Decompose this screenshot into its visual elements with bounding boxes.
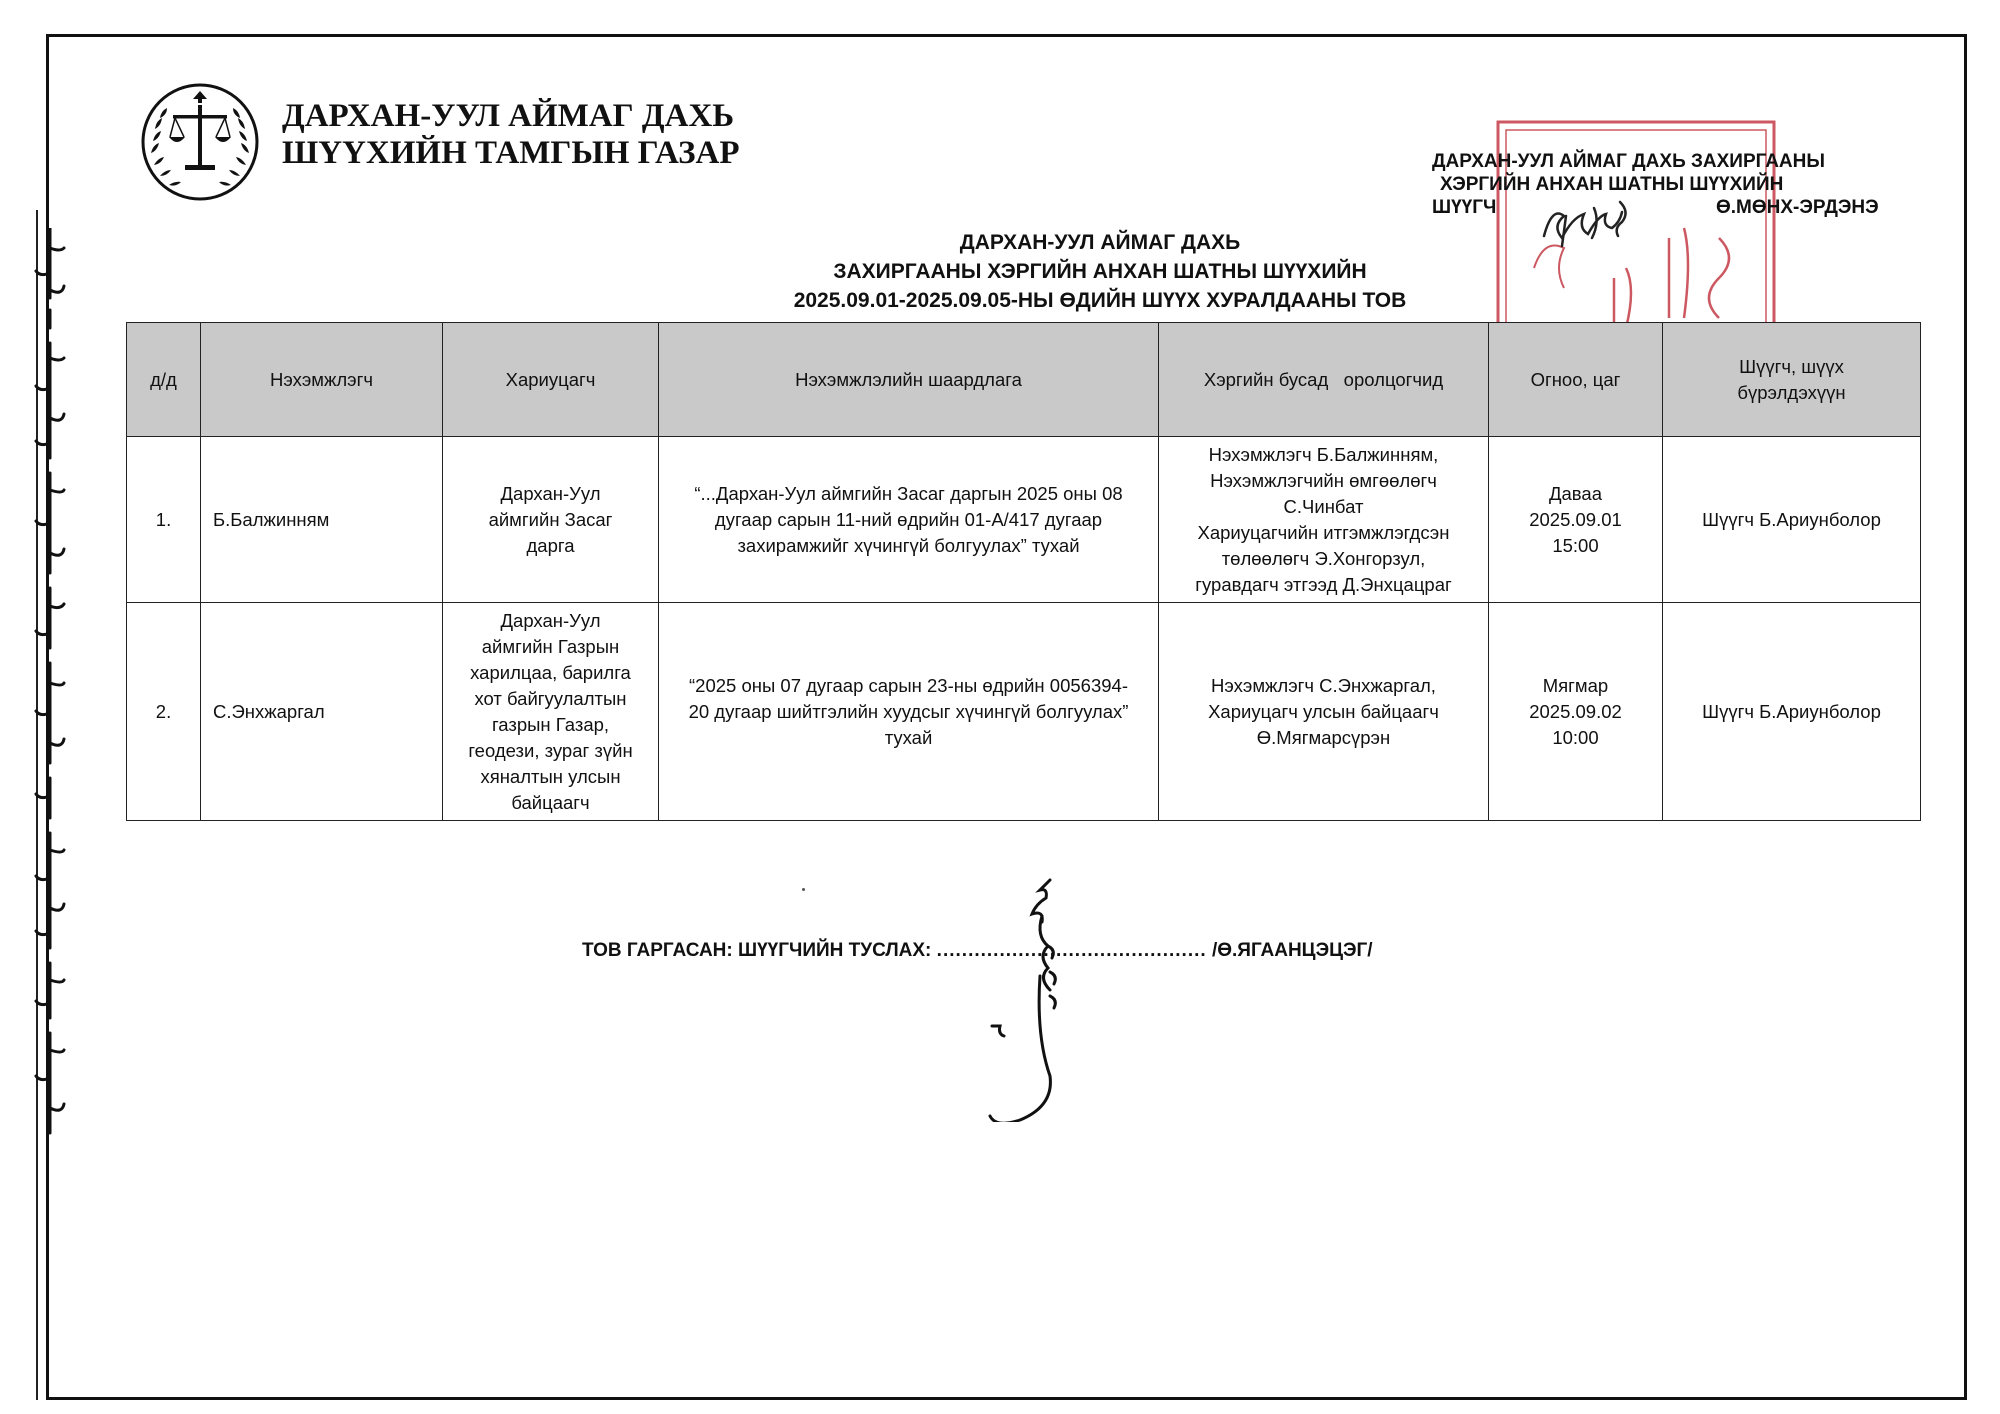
approval-block (1432, 150, 1902, 219)
table-row (127, 603, 1921, 821)
defendant-line: Дархан-Уул (500, 482, 601, 504)
participant-line: Нэхэмжлэгчийн өмгөөлөгч (1210, 469, 1437, 491)
cell-plaintiff: С.Энхжаргал (201, 603, 443, 821)
participant-line: Хариуцагчийн итгэмжлэгдсэн (1197, 521, 1450, 543)
hearing-day: Даваа (1548, 482, 1603, 504)
hearing-day: Мягмар (1542, 674, 1609, 696)
cell-claim (659, 437, 1159, 603)
defendant-line: хяналтын улсын (480, 765, 621, 787)
defendant-line: геодези, зураг зүйн (468, 739, 633, 761)
table-header-row (127, 323, 1921, 437)
cell-judge: Шүүгч Б.Ариунболор (1663, 603, 1921, 821)
approval-judge-label: ШҮҮГЧ (1432, 197, 1497, 218)
court-office-name (282, 98, 739, 172)
approval-line2: ХЭРГИЙН АНХАН ШАТНЫ ШҮҮХИЙН (1440, 174, 1784, 195)
cell-plaintiff: Б.Балжинням (201, 437, 443, 603)
defendant-line: Дархан-Уул (500, 609, 601, 631)
header-judge (1663, 323, 1921, 437)
defendant-line: аймгийн Газрын (481, 635, 620, 657)
court-emblem-logo (139, 81, 261, 203)
hearing-time: 15:00 (1552, 534, 1599, 556)
defendant-line: газрын Газар, (491, 713, 610, 735)
claim-line: “...Дархан-Уул аймгийн Засаг даргын 2025 оны 08 (694, 482, 1123, 504)
assistant-name: /Ө.ЯГААНЦЭЦЭГ/ (1211, 940, 1373, 961)
participant-line: Ө.Мягмарсүрэн (1256, 726, 1391, 748)
cell-datetime (1489, 437, 1663, 603)
participant-line: гуравдагч этгээд Д.Энхцацраг (1195, 573, 1452, 595)
scan-speck (802, 888, 805, 891)
vertical-mongolian-script (30, 228, 70, 1138)
cell-defendant (443, 437, 659, 603)
cell-claim (659, 603, 1159, 821)
claim-line: “2025 оны 07 дугаар сарын 23-ны өдрийн 0056394- (689, 674, 1128, 696)
cell-participants (1159, 437, 1489, 603)
participant-line: Хариуцагч улсын байцаагч (1208, 700, 1439, 722)
participant-line: С.Чинбат (1283, 495, 1364, 517)
prepared-label: ТОВ ГАРГАСАН: ШҮҮГЧИЙН ТУСЛАХ: (582, 940, 932, 961)
cell-no: 1. (127, 437, 201, 603)
header-judge-line1: Шүүгч, шүүх (1739, 355, 1844, 377)
org-name-line1: ДАРХАН-УУЛ АЙМАГ ДАХЬ (282, 98, 735, 134)
signature-dots: ........................................... (936, 940, 1207, 961)
cell-no: 2. (127, 603, 201, 821)
header-datetime: Огноо, цаг (1489, 323, 1663, 437)
claim-line: 20 дугаар шийтгэлийн хуудсыг хүчингүй болгуулах” (688, 700, 1129, 722)
claim-line: дугаар сарын 11-ний өдрийн 01-А/417 дугаар (714, 508, 1103, 530)
participant-line: Нэхэмжлэгч С.Энхжаргал, (1211, 674, 1436, 696)
header-judge-line2: бүрэлдэхүүн (1737, 381, 1846, 403)
cell-datetime (1489, 603, 1663, 821)
cell-judge: Шүүгч Б.Ариунболор (1663, 437, 1921, 603)
participant-line: төлөөлөгч Э.Хонгорзул, (1221, 547, 1426, 569)
header-plaintiff: Нэхэмжлэгч (201, 323, 443, 437)
defendant-line: байцаагч (511, 791, 590, 813)
hearing-date: 2025.09.02 (1529, 700, 1622, 722)
header-participants: Хэргийн бусад оролцогчид (1159, 323, 1489, 437)
title-line1: ДАРХАН-УУЛ АЙМАГ ДАХЬ (959, 231, 1241, 254)
defendant-line: харилцаа, барилга (470, 661, 631, 683)
claim-line: тухай (884, 726, 933, 748)
title-line2: ЗАХИРГААНЫ ХЭРГИЙН АНХАН ШАТНЫ ШҮҮХИЙН (833, 260, 1367, 283)
assistant-signature (970, 876, 1060, 1122)
approval-line1: ДАРХАН-УУЛ АЙМАГ ДАХЬ ЗАХИРГААНЫ (1432, 151, 1825, 172)
participant-line: Нэхэмжлэгч Б.Балжинням, (1208, 443, 1439, 465)
hearing-schedule-table (126, 322, 1921, 821)
schedule-title (600, 228, 1600, 315)
defendant-line: хот байгуулалтын (474, 687, 627, 709)
table-row (127, 437, 1921, 603)
header-claim: Нэхэмжлэлийн шаардлага (659, 323, 1159, 437)
header-defendant: Хариуцагч (443, 323, 659, 437)
defendant-line: аймгийн Засаг (488, 508, 613, 530)
claim-line: захирамжийг хүчингүй болгуулах” тухай (737, 534, 1080, 556)
approval-judge-name: Ө.МӨНХ-ЭРДЭНЭ (1716, 197, 1879, 218)
header-no: д/д (127, 323, 201, 437)
cell-participants (1159, 603, 1489, 821)
hearing-time: 10:00 (1552, 726, 1599, 748)
hearing-date: 2025.09.01 (1529, 508, 1622, 530)
cell-defendant (443, 603, 659, 821)
defendant-line: дарга (526, 534, 575, 556)
title-line3: 2025.09.01-2025.09.05-НЫ ӨДИЙН ШҮҮХ ХУРАЛДААНЫ ТОВ (793, 289, 1407, 312)
org-name-line2: ШҮҮХИЙН ТАМГЫН ГАЗАР (282, 135, 740, 171)
